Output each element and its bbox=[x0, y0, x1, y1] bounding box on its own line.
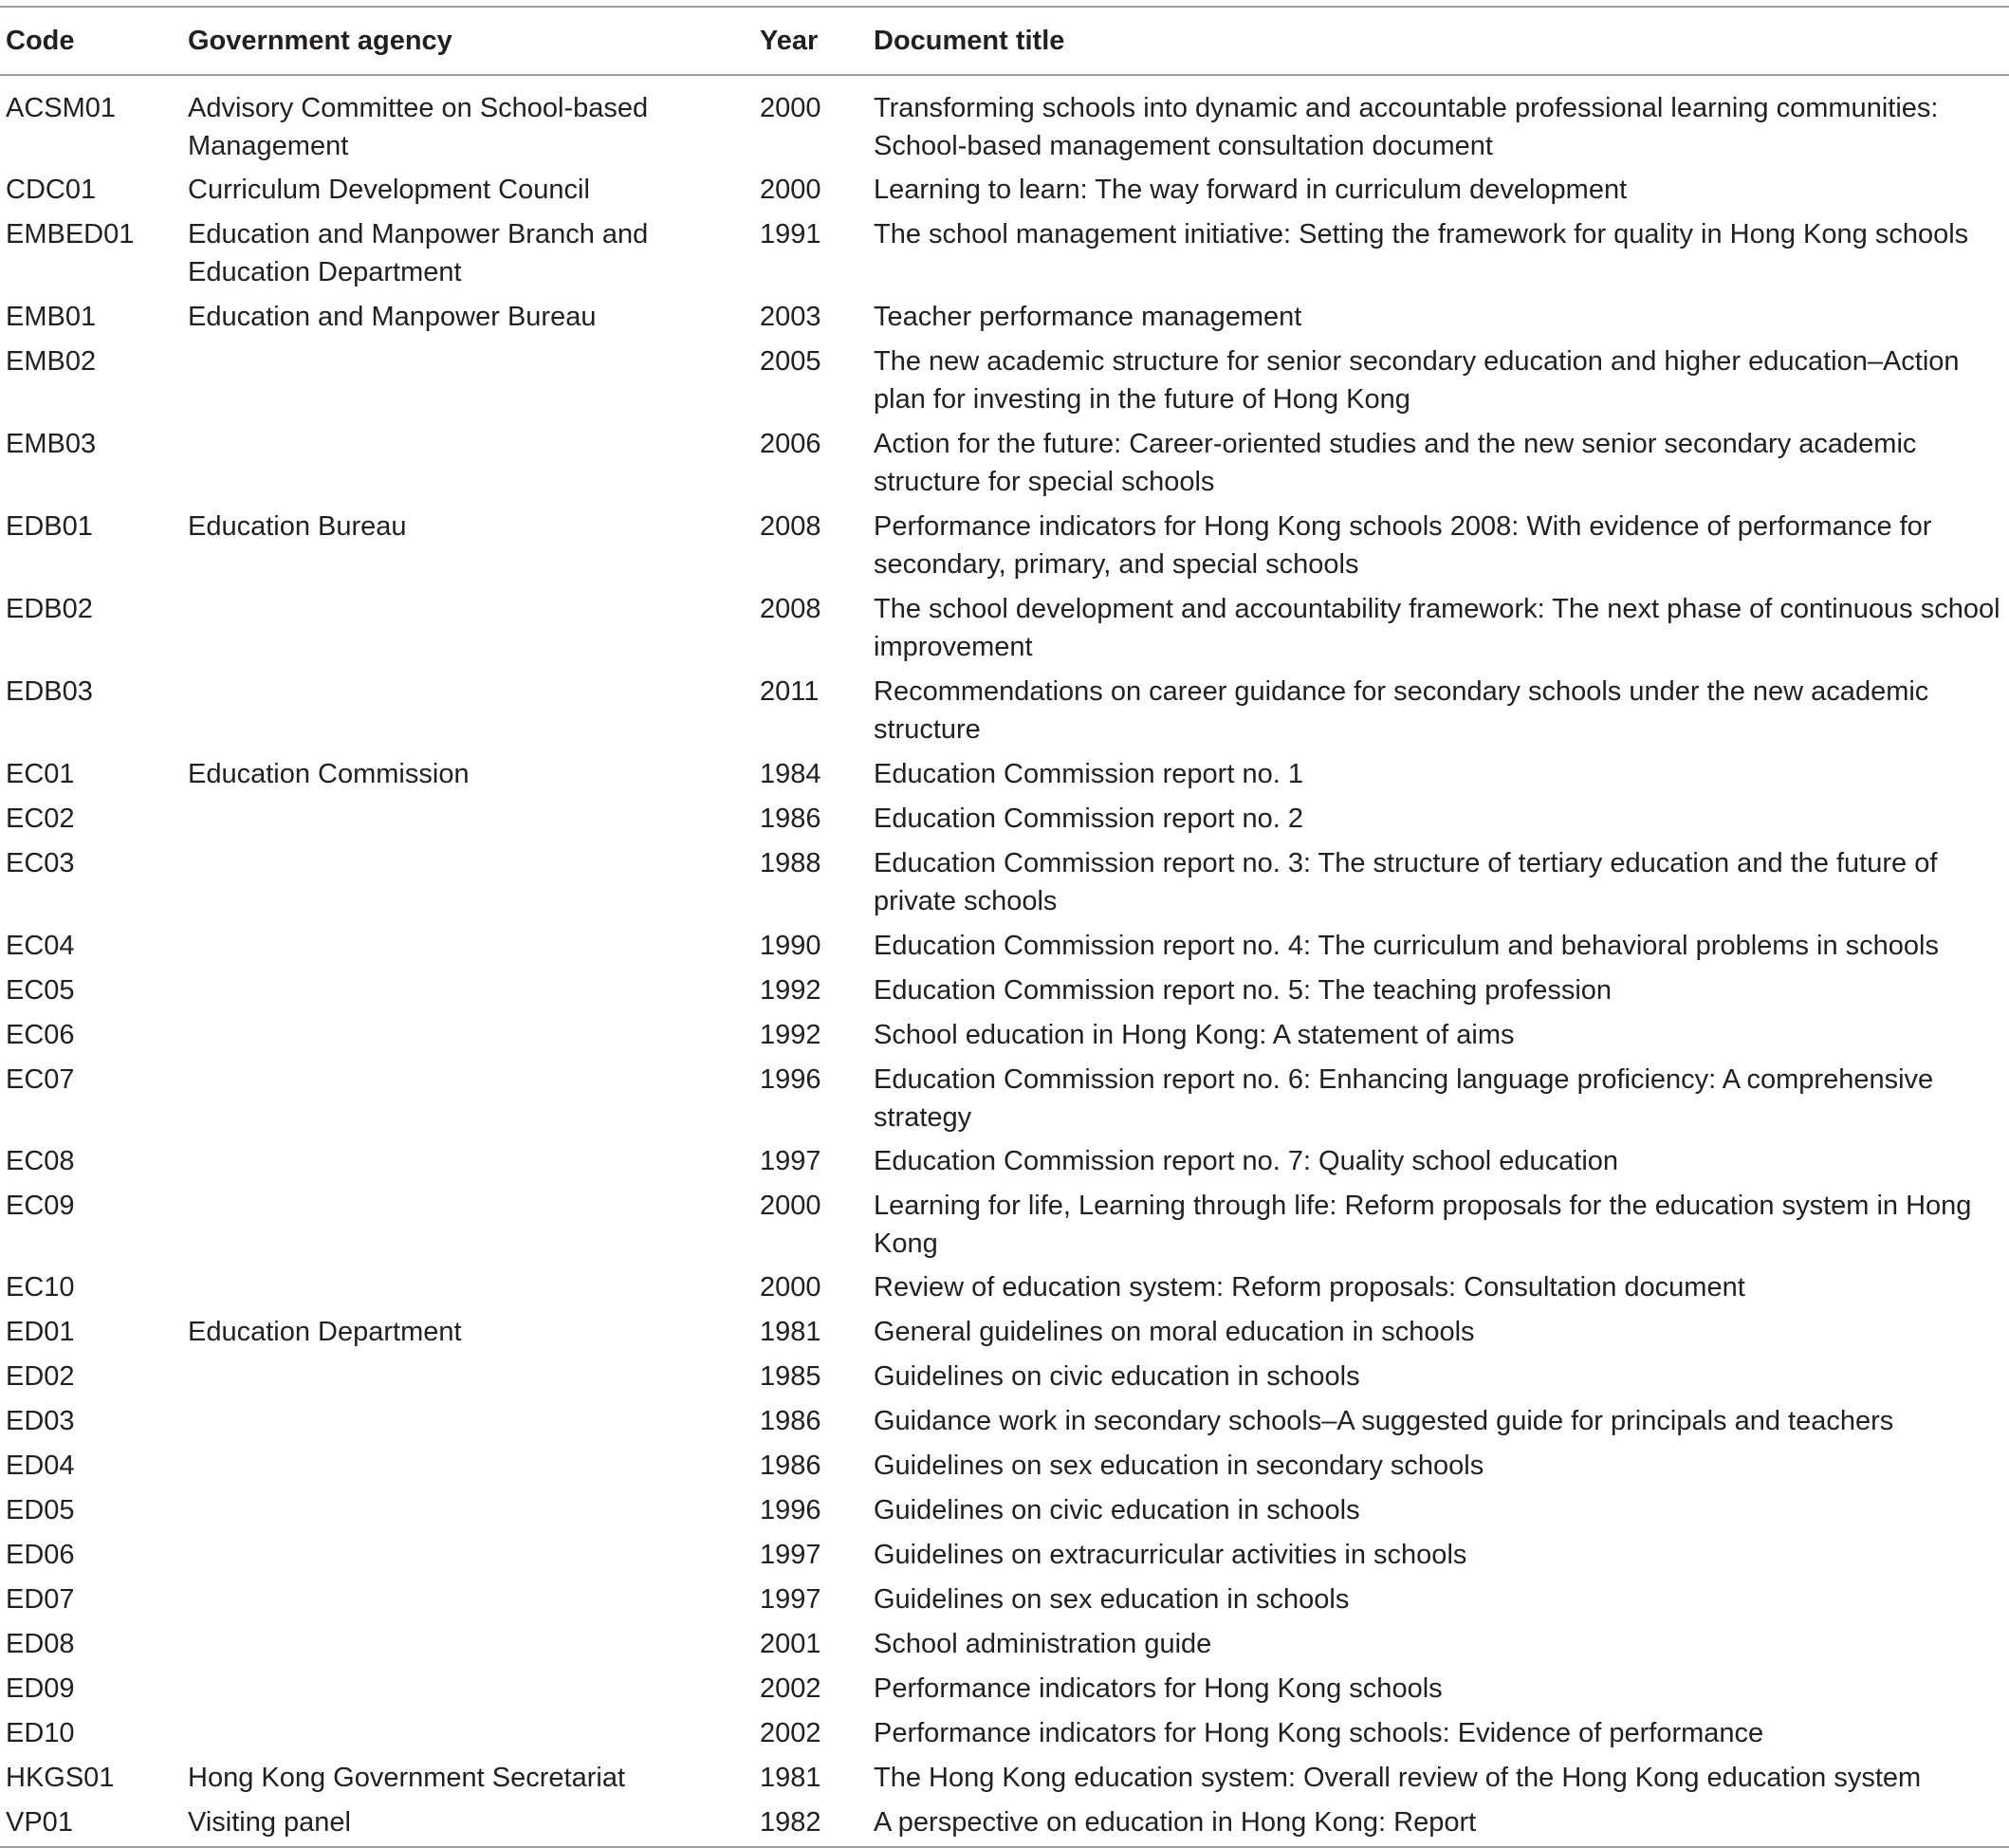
cell-year: 2000 bbox=[760, 1191, 821, 1221]
cell-title: Education Commission report no. 1 bbox=[874, 759, 1303, 789]
cell-agency bbox=[182, 1664, 754, 1709]
cell-agency bbox=[182, 1619, 754, 1664]
cell-year: 1996 bbox=[760, 1495, 821, 1525]
cell-agency bbox=[182, 839, 754, 921]
cell-code: EMBED01 bbox=[6, 219, 135, 249]
cell-agency bbox=[182, 337, 754, 419]
table-row bbox=[0, 1181, 2009, 1263]
cell-code: HKGS01 bbox=[6, 1763, 115, 1793]
table-row bbox=[0, 1619, 2009, 1664]
table-row bbox=[0, 1137, 2009, 1181]
table-row bbox=[0, 921, 2009, 966]
cell-year: 2000 bbox=[760, 175, 821, 205]
cell-title: Education Commission report no. 2 bbox=[874, 804, 1303, 834]
table-row bbox=[0, 210, 2009, 292]
cell-title: Guidelines on extracurricular activities in schools bbox=[874, 1540, 1467, 1570]
document-table-container bbox=[0, 6, 2009, 1848]
cell-title: Teacher performance management bbox=[874, 302, 1302, 332]
cell-agency: Education and Manpower Branch and Education Department bbox=[188, 219, 649, 287]
cell-title: Learning to learn: The way forward in curriculum development bbox=[874, 175, 1628, 205]
header-title: Document title bbox=[874, 25, 1065, 56]
cell-code: EDB03 bbox=[6, 676, 93, 707]
cell-code: ED08 bbox=[6, 1629, 75, 1659]
cell-code: ED01 bbox=[6, 1317, 75, 1347]
cell-code: CDC01 bbox=[6, 175, 97, 205]
cell-title: Education Commission report no. 5: The teaching profession bbox=[874, 975, 1613, 1006]
cell-year: 1991 bbox=[760, 219, 821, 249]
table-row bbox=[0, 1575, 2009, 1619]
cell-title: Guidelines on civic education in schools bbox=[874, 1361, 1360, 1392]
cell-agency: Curriculum Development Council bbox=[188, 175, 590, 205]
cell-code: ED06 bbox=[6, 1540, 75, 1570]
cell-code: EDB02 bbox=[6, 594, 93, 624]
cell-code: EMB02 bbox=[6, 346, 97, 377]
table-row bbox=[0, 1307, 2009, 1352]
cell-agency: Hong Kong Government Secretariat bbox=[188, 1763, 626, 1793]
cell-year: 2002 bbox=[760, 1673, 821, 1704]
cell-agency bbox=[182, 1396, 754, 1441]
table-row bbox=[0, 502, 2009, 584]
cell-agency: Education and Manpower Bureau bbox=[188, 302, 597, 332]
table-header bbox=[0, 7, 2009, 75]
cell-agency: Education Bureau bbox=[188, 511, 407, 542]
table-row bbox=[0, 584, 2009, 667]
cell-year: 2005 bbox=[760, 346, 821, 377]
cell-year: 1997 bbox=[760, 1146, 821, 1176]
cell-year: 1981 bbox=[760, 1317, 821, 1347]
cell-code: EC08 bbox=[6, 1146, 75, 1176]
cell-agency bbox=[182, 794, 754, 839]
cell-code: VP01 bbox=[6, 1807, 73, 1838]
table-row bbox=[0, 794, 2009, 839]
cell-year: 1992 bbox=[760, 975, 821, 1006]
cell-code: ED03 bbox=[6, 1406, 75, 1436]
table-row bbox=[0, 1055, 2009, 1137]
cell-agency bbox=[182, 1352, 754, 1396]
cell-agency bbox=[182, 1055, 754, 1137]
table-row bbox=[0, 1530, 2009, 1575]
cell-agency bbox=[182, 1709, 754, 1753]
cell-code: EDB01 bbox=[6, 511, 93, 542]
cell-year: 1984 bbox=[760, 759, 821, 789]
cell-code: EC06 bbox=[6, 1020, 75, 1050]
cell-agency: Visiting panel bbox=[188, 1807, 351, 1838]
header-agency: Government agency bbox=[188, 25, 452, 56]
table-row bbox=[0, 292, 2009, 337]
cell-title: General guidelines on moral education in schools bbox=[874, 1317, 1475, 1347]
cell-year: 2000 bbox=[760, 1272, 821, 1303]
cell-code: EC05 bbox=[6, 975, 75, 1006]
cell-title: Action for the future: Career-oriented studies and the new senior secondary academic structure for special schools bbox=[874, 429, 1917, 497]
table-row bbox=[0, 839, 2009, 921]
cell-year: 2003 bbox=[760, 302, 821, 332]
cell-title: Review of education system: Reform proposals: Consultation document bbox=[874, 1272, 1745, 1303]
cell-year: 1986 bbox=[760, 1406, 821, 1436]
cell-code: ED04 bbox=[6, 1451, 75, 1481]
cell-agency: Education Department bbox=[188, 1317, 462, 1347]
cell-agency bbox=[182, 1263, 754, 1307]
table-row bbox=[0, 1753, 2009, 1798]
table-row bbox=[0, 1441, 2009, 1486]
cell-code: ED09 bbox=[6, 1673, 75, 1704]
cell-title: Guidance work in secondary schools–A suggested guide for principals and teachers bbox=[874, 1406, 1894, 1436]
cell-year: 2000 bbox=[760, 93, 821, 123]
cell-title: Education Commission report no. 7: Quality school education bbox=[874, 1146, 1619, 1176]
cell-agency bbox=[182, 584, 754, 667]
cell-year: 1997 bbox=[760, 1540, 821, 1570]
cell-code: EC04 bbox=[6, 931, 75, 961]
cell-code: ED02 bbox=[6, 1361, 75, 1392]
cell-agency: Education Commission bbox=[188, 759, 470, 789]
table-row bbox=[0, 966, 2009, 1010]
cell-code: ED10 bbox=[6, 1718, 75, 1748]
cell-agency bbox=[182, 1530, 754, 1575]
cell-title: Performance indicators for Hong Kong schools 2008: With evidence of performance for secondary, primary, and special schools bbox=[874, 511, 1932, 580]
cell-title: Guidelines on sex education in secondary schools bbox=[874, 1451, 1484, 1481]
table-row bbox=[0, 1396, 2009, 1441]
table-row bbox=[0, 1664, 2009, 1709]
cell-title: School administration guide bbox=[874, 1629, 1212, 1659]
cell-title: Education Commission report no. 3: The structure of tertiary education and the future of private schools bbox=[874, 848, 1938, 916]
cell-title: Guidelines on civic education in schools bbox=[874, 1495, 1360, 1525]
table-row bbox=[0, 165, 2009, 210]
table-row bbox=[0, 1798, 2009, 1847]
cell-title: A perspective on education in Hong Kong: Report bbox=[874, 1807, 1477, 1838]
cell-code: ACSM01 bbox=[6, 93, 117, 123]
cell-year: 1988 bbox=[760, 848, 821, 878]
cell-agency: Advisory Committee on School-based Management bbox=[188, 93, 649, 161]
table-row bbox=[0, 1263, 2009, 1307]
cell-agency bbox=[182, 1486, 754, 1530]
cell-title: The Hong Kong education system: Overall review of the Hong Kong education system bbox=[874, 1763, 1922, 1793]
cell-year: 1982 bbox=[760, 1807, 821, 1838]
cell-year: 2006 bbox=[760, 429, 821, 459]
cell-year: 2008 bbox=[760, 594, 821, 624]
cell-agency bbox=[182, 1575, 754, 1619]
table-body bbox=[0, 75, 2009, 1847]
cell-code: ED05 bbox=[6, 1495, 75, 1525]
cell-title: Guidelines on sex education in schools bbox=[874, 1584, 1350, 1615]
cell-title: Transforming schools into dynamic and accountable professional learning communities: School-based management consultation document bbox=[874, 93, 1939, 161]
table-row bbox=[0, 1486, 2009, 1530]
cell-code: EC01 bbox=[6, 759, 75, 789]
cell-year: 1981 bbox=[760, 1763, 821, 1793]
cell-code: EMB03 bbox=[6, 429, 97, 459]
cell-code: EC07 bbox=[6, 1064, 75, 1095]
cell-year: 1985 bbox=[760, 1361, 821, 1392]
cell-code: EC09 bbox=[6, 1191, 75, 1221]
cell-title: Education Commission report no. 6: Enhancing language proficiency: A comprehensive strategy bbox=[874, 1064, 1934, 1133]
table-row bbox=[0, 1709, 2009, 1753]
documents-table bbox=[0, 6, 2009, 1848]
cell-title: Education Commission report no. 4: The curriculum and behavioral problems in schools bbox=[874, 931, 1939, 961]
cell-year: 1997 bbox=[760, 1584, 821, 1615]
cell-code: EMB01 bbox=[6, 302, 97, 332]
cell-agency bbox=[182, 1010, 754, 1055]
cell-year: 1986 bbox=[760, 804, 821, 834]
cell-year: 1996 bbox=[760, 1064, 821, 1095]
cell-agency bbox=[182, 1441, 754, 1486]
table-row bbox=[0, 1010, 2009, 1055]
cell-code: EC03 bbox=[6, 848, 75, 878]
header-year: Year bbox=[760, 25, 819, 56]
table-row bbox=[0, 749, 2009, 794]
cell-title: Recommendations on career guidance for secondary schools under the new academic structure bbox=[874, 676, 1929, 745]
cell-year: 2011 bbox=[760, 676, 820, 707]
cell-title: The school development and accountability framework: The next phase of continuous school improvement bbox=[874, 594, 2000, 662]
cell-year: 1986 bbox=[760, 1451, 821, 1481]
cell-title: The new academic structure for senior secondary education and higher education–Action plan for investing in the future of Hong Kong bbox=[874, 346, 1960, 415]
cell-code: EC02 bbox=[6, 804, 75, 834]
cell-code: ED07 bbox=[6, 1584, 75, 1615]
table-row bbox=[0, 1352, 2009, 1396]
cell-agency bbox=[182, 921, 754, 966]
cell-year: 2008 bbox=[760, 511, 821, 542]
cell-title: Performance indicators for Hong Kong schools: Evidence of performance bbox=[874, 1718, 1764, 1748]
cell-code: EC10 bbox=[6, 1272, 75, 1303]
cell-agency bbox=[182, 966, 754, 1010]
cell-title: The school management initiative: Setting the framework for quality in Hong Kong schools bbox=[874, 219, 1969, 249]
table-row bbox=[0, 75, 2009, 165]
table-row bbox=[0, 419, 2009, 502]
cell-agency bbox=[182, 667, 754, 749]
cell-year: 2001 bbox=[760, 1629, 821, 1659]
cell-agency bbox=[182, 419, 754, 502]
cell-year: 1990 bbox=[760, 931, 821, 961]
cell-agency bbox=[182, 1137, 754, 1181]
cell-year: 2002 bbox=[760, 1718, 821, 1748]
table-row bbox=[0, 337, 2009, 419]
cell-year: 1992 bbox=[760, 1020, 821, 1050]
cell-title: Performance indicators for Hong Kong schools bbox=[874, 1673, 1443, 1704]
cell-title: Learning for life, Learning through life: Reform proposals for the education system in Hong Kong bbox=[874, 1191, 1972, 1259]
cell-title: School education in Hong Kong: A statement of aims bbox=[874, 1020, 1515, 1050]
header-row bbox=[0, 7, 2009, 75]
header-code: Code bbox=[6, 25, 75, 56]
cell-agency bbox=[182, 1181, 754, 1263]
table-row bbox=[0, 667, 2009, 749]
